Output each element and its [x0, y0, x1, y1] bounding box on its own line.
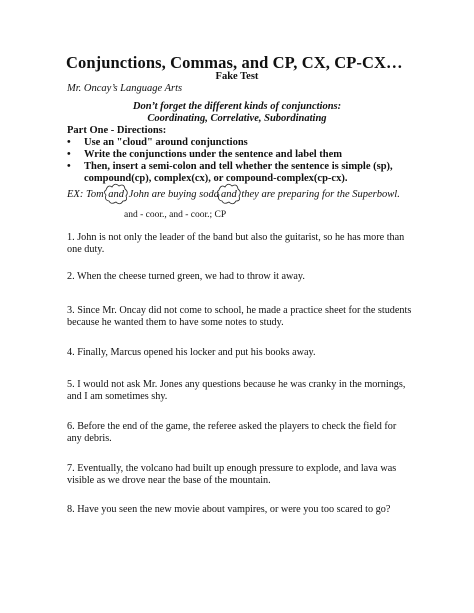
question-4: 4. Finally, Marcus opened his locker and put his books away. — [67, 347, 316, 358]
direction-text: Use an "cloud" around conjunctions — [84, 137, 248, 148]
example-conjunction-2: and — [220, 189, 237, 200]
cloud-outline-icon — [103, 182, 129, 206]
example-middle: John are buying soda — [126, 189, 219, 200]
example-sentence — [67, 189, 400, 200]
reminder-line-2: Coordinating, Correlative, Subordinating — [147, 113, 327, 124]
example-conjunction-1: and — [108, 189, 125, 200]
example-suffix: they are preparing for the Superbowl. — [238, 189, 400, 200]
conjunction-cloud — [219, 189, 239, 200]
question-5: 5. I would not ask Mr. Jones any questions because he was cranky in the mornings, and I am sometimes shy. — [67, 379, 406, 402]
question-2: 2. When the cheese turned green, we had to throw it away. — [67, 271, 305, 282]
teacher-name: Mr. Oncay’s Language Arts — [67, 83, 183, 94]
page-title: Conjunctions, Commas, and CP, CX, CP-CX… — [66, 53, 403, 72]
bullet-icon: • — [67, 149, 71, 160]
conjunction-cloud — [106, 189, 126, 200]
cloud-outline-icon — [216, 182, 242, 206]
direction-item — [67, 149, 414, 161]
reminder-line-1: Don’t forget the different kinds of conjunctions: — [132, 101, 342, 112]
directions-list — [67, 137, 414, 185]
direction-text: Then, insert a semi-colon and tell whether the sentence is simple (sp), compound(cp), complex(cx), or compound-complex(cp-cx). — [84, 161, 393, 184]
bullet-icon: • — [67, 161, 71, 172]
question-7: 7. Eventually, the volcano had built up enough pressure to explode, and lava was visible as we drove near the base of the mountain. — [67, 463, 397, 486]
direction-text: Write the conjunctions under the sentence and label them — [84, 149, 343, 160]
example-labels: and - coor., and - coor.; CP — [124, 210, 227, 220]
bullet-icon: • — [67, 137, 71, 148]
question-1: 1. John is not only the leader of the band but also the guitarist, so he has more than one duty. — [67, 232, 405, 255]
question-6: 6. Before the end of the game, the referee asked the players to check the field for any debris. — [67, 421, 397, 444]
direction-item — [67, 137, 414, 149]
example-prefix: EX: Tom — [67, 189, 107, 200]
page-subtitle: Fake Test — [215, 71, 259, 82]
question-8: 8. Have you seen the new movie about vampires, or were you too scared to go? — [67, 504, 391, 515]
question-3: 3. Since Mr. Oncay did not come to school, he made a practice sheet for the students because he wanted them to have some notes to study. — [67, 305, 412, 328]
part-one-heading: Part One - Directions: — [67, 125, 167, 136]
